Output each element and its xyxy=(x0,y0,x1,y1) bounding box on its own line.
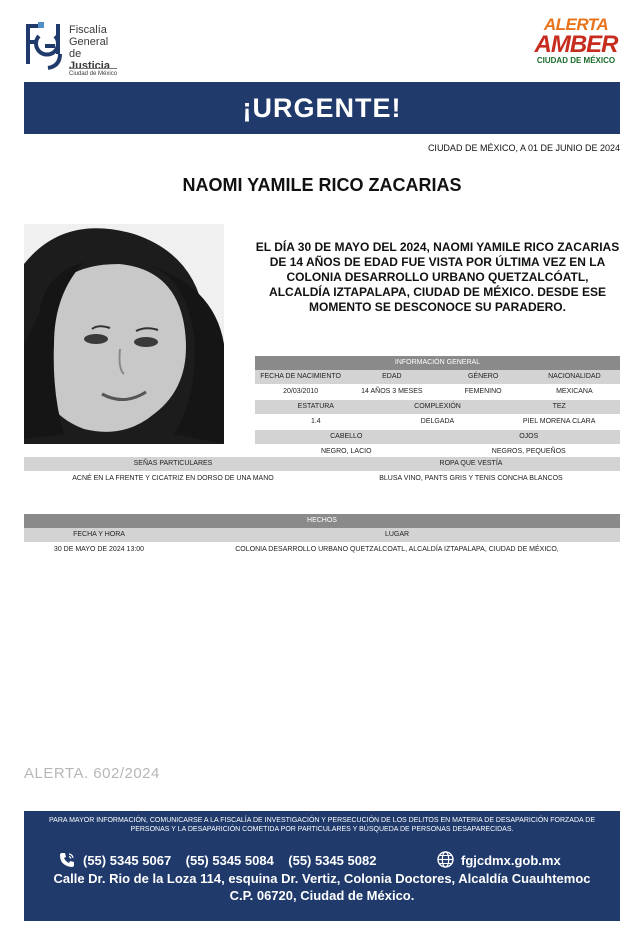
info-header-hair: CABELLO xyxy=(255,430,438,444)
info-value-age: 14 AÑOS 3 MESES xyxy=(346,384,437,400)
hechos-value-datetime: 30 DE MAYO DE 2024 13:00 xyxy=(24,542,174,558)
phone-icon xyxy=(59,852,75,868)
info-header-height: ESTATURA xyxy=(255,400,377,414)
fgj-logo-mark-icon xyxy=(24,20,64,76)
contact-row xyxy=(59,851,589,869)
hechos-header-datetime: FECHA Y HORA xyxy=(24,528,174,542)
hechos-header-place: LUGAR xyxy=(174,528,620,542)
info-value-eyes: NEGROS, PEQUEÑOS xyxy=(438,444,621,460)
amber-logo-amber: AMBER xyxy=(534,31,618,58)
info-header-birthdate: FECHA DE NACIMIENTO xyxy=(255,370,346,384)
info-section-title: INFORMACIÓN GENERAL xyxy=(255,356,620,370)
fgj-line-3b: Justicia xyxy=(69,60,110,72)
marks-clothing-table xyxy=(24,457,620,487)
info-row3-headers xyxy=(255,430,620,444)
info-value-complexion: PIEL MORENA CLARA xyxy=(498,414,620,430)
info-value-gender: FEMENINO xyxy=(438,384,529,400)
info-row2-values xyxy=(255,414,620,430)
info-value-height: 1.4 xyxy=(255,414,377,430)
globe-icon xyxy=(437,851,454,868)
address-block xyxy=(24,870,620,904)
fgj-logo xyxy=(24,20,124,78)
person-photo-icon xyxy=(24,224,224,444)
hechos-title: HECHOS xyxy=(24,514,620,528)
clothing-header: ROPA QUE VESTÍA xyxy=(322,457,620,471)
hechos-values-row xyxy=(24,542,620,558)
fgj-line-1: Fiscalía xyxy=(69,24,107,36)
info-row2-headers xyxy=(255,400,620,414)
general-info-table xyxy=(255,356,620,460)
info-value-build: DELGADA xyxy=(377,414,499,430)
page-header xyxy=(0,0,644,82)
marks-value: ACNÉ EN LA FRENTE Y CICATRIZ EN DORSO DE UNA MANO xyxy=(24,471,322,487)
amber-logo-cdmx: CIUDAD DE MÉXICO xyxy=(536,56,616,65)
date-line: CIUDAD DE MÉXICO, A 01 DE JUNIO DE 2024 xyxy=(427,143,620,153)
phone-numbers: (55) 5345 5067 (55) 5345 5084 (55) 5345 5082 xyxy=(83,853,377,868)
address-line-1: Calle Dr. Rio de la Loza 114, esquina Dr. Vertiz, Colonia Doctores, Alcaldía Cuauhtemoc xyxy=(53,871,591,886)
fgj-line-3a: de xyxy=(69,48,82,60)
narrative-text: EL DÍA 30 DE MAYO DEL 2024, NAOMI YAMILE RICO ZACARIAS DE 14 AÑOS DE EDAD FUE VISTA POR ÚLTIMA VEZ EN LA COLONIA DESARROLLO URBANO QUETZALCÓATL, ALCALDÍA IZTAPALAPA, CIUDAD DE MÉXICO. DESDE ESE MOMENTO SE DESCONOCE SU PARADERO. xyxy=(255,240,620,314)
info-header-build: COMPLEXIÓN xyxy=(377,400,499,414)
hechos-table xyxy=(24,514,620,558)
marks-values-row xyxy=(24,471,620,487)
marks-headers-row xyxy=(24,457,620,471)
info-header-gender: GÉNERO xyxy=(438,370,529,384)
website-link[interactable]: fgjcdmx.gob.mx xyxy=(461,853,561,868)
hechos-value-place: COLONIA DESARROLLO URBANO QUETZALCOATL, ALCALDÍA IZTAPALAPA, CIUDAD DE MÉXICO, xyxy=(174,542,620,558)
info-header-eyes: OJOS xyxy=(438,430,621,444)
fgj-logo-subtitle: Ciudad de México xyxy=(69,68,117,77)
footer-info-text: PARA MAYOR INFORMACIÓN, COMUNICARSE A LA FISCALÍA DE INVESTIGACIÓN Y PERSECUCIÓN DE LOS DELITOS EN MATERIA DE DESAPARICIÓN FORZADA DE PERSONAS Y LA DESAPARICIÓN COMETIDA POR PARTICULARES Y BÚSQUEDA DE PERSONAS DESAPARECIDAS. xyxy=(49,817,595,833)
info-header-complexion: TEZ xyxy=(498,400,620,414)
info-header-age: EDAD xyxy=(346,370,437,384)
info-header-nationality: NACIONALIDAD xyxy=(529,370,620,384)
info-title-row xyxy=(255,356,620,370)
urgent-banner: ¡URGENTE! xyxy=(24,82,620,134)
hechos-title-row xyxy=(24,514,620,528)
contact-footer xyxy=(24,811,620,921)
info-value-hair: NEGRO, LACIO xyxy=(255,444,438,460)
info-row1-values xyxy=(255,384,620,400)
clothing-value: BLUSA VINO, PANTS GRIS Y TENIS CONCHA BLANCOS xyxy=(322,471,620,487)
fgj-line-2: General xyxy=(69,36,109,48)
fgj-logo-text xyxy=(69,24,124,72)
person-name: NAOMI YAMILE RICO ZACARIAS xyxy=(182,175,462,195)
person-photo xyxy=(24,224,224,444)
info-value-nationality: MEXICANA xyxy=(529,384,620,400)
info-row1-headers xyxy=(255,370,620,384)
marks-header: SEÑAS PARTICULARES xyxy=(24,457,322,471)
hechos-headers-row xyxy=(24,528,620,542)
alerta-amber-logo xyxy=(530,16,622,78)
address-line-2: C.P. 06720, Ciudad de México. xyxy=(229,888,415,903)
alert-number: ALERTA. 602/2024 xyxy=(24,765,160,782)
amber-logo-alerta: ALERTA xyxy=(543,15,609,34)
info-value-birthdate: 20/03/2010 xyxy=(255,384,346,400)
